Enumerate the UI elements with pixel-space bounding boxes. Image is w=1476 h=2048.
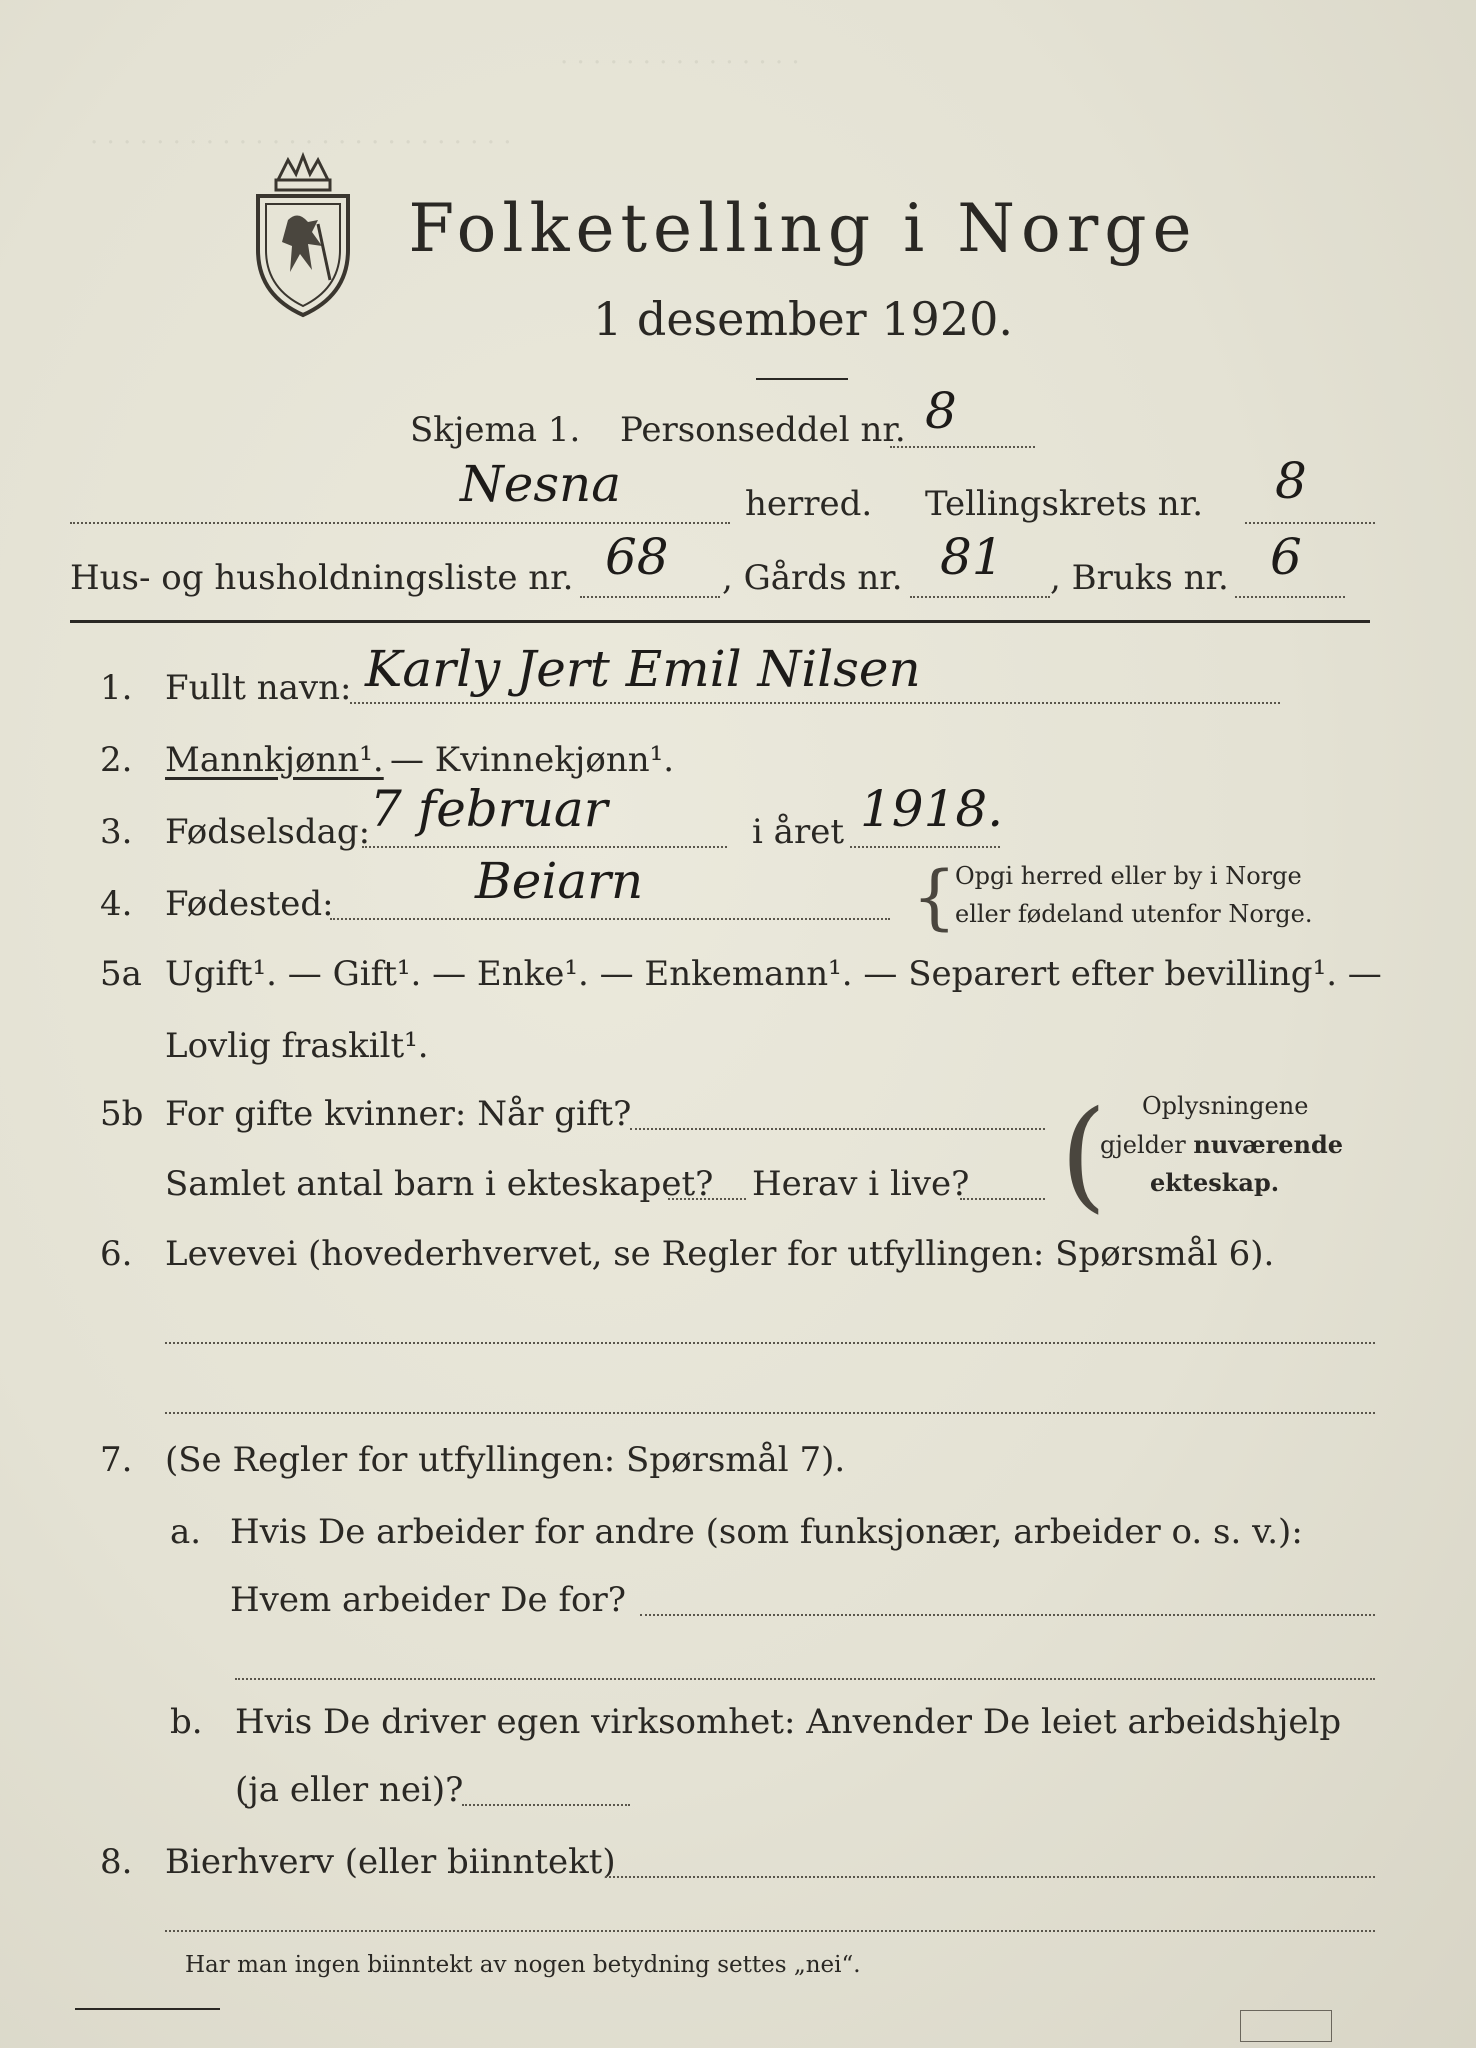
bierhverv-label: Bierhverv (eller biinntekt): [165, 1842, 616, 1882]
q7-label: (Se Regler for utfyllingen: Spørsmål 7).: [165, 1440, 846, 1480]
personseddel-field[interactable]: 8: [925, 382, 957, 440]
fodselsdag-label: Fødselsdag:: [165, 812, 371, 852]
kvinnekjonn-option[interactable]: — Kvinnekjønn¹.: [390, 740, 675, 780]
fodested-note-line2: eller fødeland utenfor Norge.: [955, 900, 1313, 928]
hvem-arbeider-field[interactable]: [640, 1614, 1375, 1616]
oplysning-note-line1: Oplysningene: [1142, 1092, 1309, 1120]
bierhverv-field[interactable]: [605, 1876, 1375, 1878]
leiet-hjelp-field[interactable]: [462, 1804, 630, 1806]
footer-note: Har man ingen biinntekt av nogen betydning settes „nei“.: [185, 1952, 861, 1978]
skjema-label: Skjema 1.: [410, 410, 581, 450]
gards-field[interactable]: 81: [940, 528, 1004, 586]
q7a-label: Hvis De arbeider for andre (som funksjonær, arbeider o. s. v.):: [230, 1512, 1303, 1552]
oplysning-note-line2b: nuværende: [1193, 1130, 1344, 1159]
sivilstand-options-cont[interactable]: Lovlig fraskilt¹.: [165, 1026, 429, 1066]
oplysning-note-line3: ekteskap.: [1150, 1168, 1280, 1197]
antal-barn-field[interactable]: [668, 1198, 746, 1200]
oplysning-note-line2a: gjelder: [1100, 1131, 1186, 1159]
levevei-field-line1[interactable]: [165, 1342, 1375, 1344]
tellingskrets-label: Tellingskrets nr.: [925, 484, 1204, 524]
leiet-hjelp-label: (ja eller nei)?: [235, 1770, 464, 1810]
title-divider: [756, 378, 848, 380]
fullt-navn-label: Fullt navn:: [165, 668, 352, 708]
hvem-arbeider-field-line2[interactable]: [235, 1678, 1375, 1680]
levevei-label: Levevei (hovederhvervet, se Regler for utfyllingen: Spørsmål 6).: [165, 1234, 1275, 1274]
bruks-field[interactable]: 6: [1270, 528, 1302, 586]
gards-label: , Gårds nr.: [722, 558, 903, 598]
mannkjonn-option[interactable]: Mannkjønn¹.: [165, 740, 384, 780]
antal-barn-label: Samlet antal barn i ekteskapet?: [165, 1164, 714, 1204]
footnote-divider: [75, 2008, 220, 2010]
form-title: Folketelling i Norge: [408, 190, 1198, 267]
tellingskrets-field[interactable]: 8: [1275, 452, 1307, 510]
q7b-label: Hvis De driver egen virksomhet: Anvender De leiet arbeidshjelp: [235, 1702, 1342, 1742]
bruks-label: , Bruks nr.: [1050, 558, 1229, 598]
census-date: 1 desember 1920.: [593, 292, 1013, 346]
fodested-note-line1: Opgi herred eller by i Norge: [955, 862, 1302, 890]
husliste-field[interactable]: 68: [605, 528, 669, 586]
hvem-arbeider-label: Hvem arbeider De for?: [230, 1580, 626, 1620]
herred-label: herred.: [745, 484, 873, 524]
sivilstand-options[interactable]: Ugift¹. — Gift¹. — Enke¹. — Enkemann¹. — Separert efter bevilling¹. —: [165, 954, 1382, 994]
husliste-label: Hus- og husholdningsliste nr.: [70, 558, 574, 598]
herav-ilive-label: Herav i live?: [752, 1164, 970, 1204]
herred-field[interactable]: Nesna: [460, 455, 622, 513]
fodested-field[interactable]: Beiarn: [475, 852, 644, 910]
bierhverv-field-line2[interactable]: [165, 1930, 1375, 1932]
nar-gift-field[interactable]: [630, 1128, 1045, 1130]
nar-gift-label: For gifte kvinner: Når gift?: [165, 1094, 632, 1134]
section-divider: [70, 620, 1370, 623]
fullt-navn-field[interactable]: Karly Jert Emil Nilsen: [365, 640, 921, 698]
fodselsdag-field[interactable]: 7 februar: [370, 780, 608, 838]
printer-mark: [1240, 2010, 1332, 2042]
herav-ilive-field[interactable]: [960, 1198, 1045, 1200]
levevei-field-line2[interactable]: [165, 1412, 1375, 1414]
personseddel-label: Personseddel nr.: [620, 410, 906, 450]
aret-label: i året: [752, 812, 844, 852]
fodselsar-field[interactable]: 1918.: [860, 780, 1004, 838]
fodested-label: Fødested:: [165, 884, 334, 924]
census-form-page: . . . . . . . . . . . . . . . . . . . . . . . . . . . . . . . . . . . . . . . . . Folketelling i Norge 1 desember 1920. Skjema 1. Personseddel nr. 8 Nesna herred. Tellingskrets nr. 8 Hus- og husholdningsliste nr. 68 , Gårds nr. 81 , Bruks nr. 6 1. Fullt navn: Karly Jert Emil Nilsen 2. Mannkjønn¹. — Kvinnekjønn¹. 3. Fødselsdag: 7 februar i året 1918. 4. Fødested: Beiarn { Opgi herred eller by i Norge eller fødeland utenfor Norge. 5a Ugift¹. — Gift¹. — Enke¹. — Enkemann¹. — Separert efter bevilling¹. — Lovlig fraskilt¹. 5b For gifte kvinner: Når gift? Samlet antal barn i ekteskapet? Herav i live? ( Oplysningene gjelder nuværende ekteskap. 6. Levevei (hovederhvervet, se Regler for utfyllingen: Spørsmål 6). 7. (Se Regler for utfyllingen: Spørsmål 7). a. Hvis De arbeider for andre (som funksjonær, arbeider o. s. v.): Hvem arbeider De for? b. Hvis De driver egen virksomhet: Anvender De leiet arbeidshjelp (ja eller nei)? 8. Bierhverv (eller biinntekt) Har man ingen biinntekt av nogen betydning settes „nei“.: [0, 0, 1476, 2048]
